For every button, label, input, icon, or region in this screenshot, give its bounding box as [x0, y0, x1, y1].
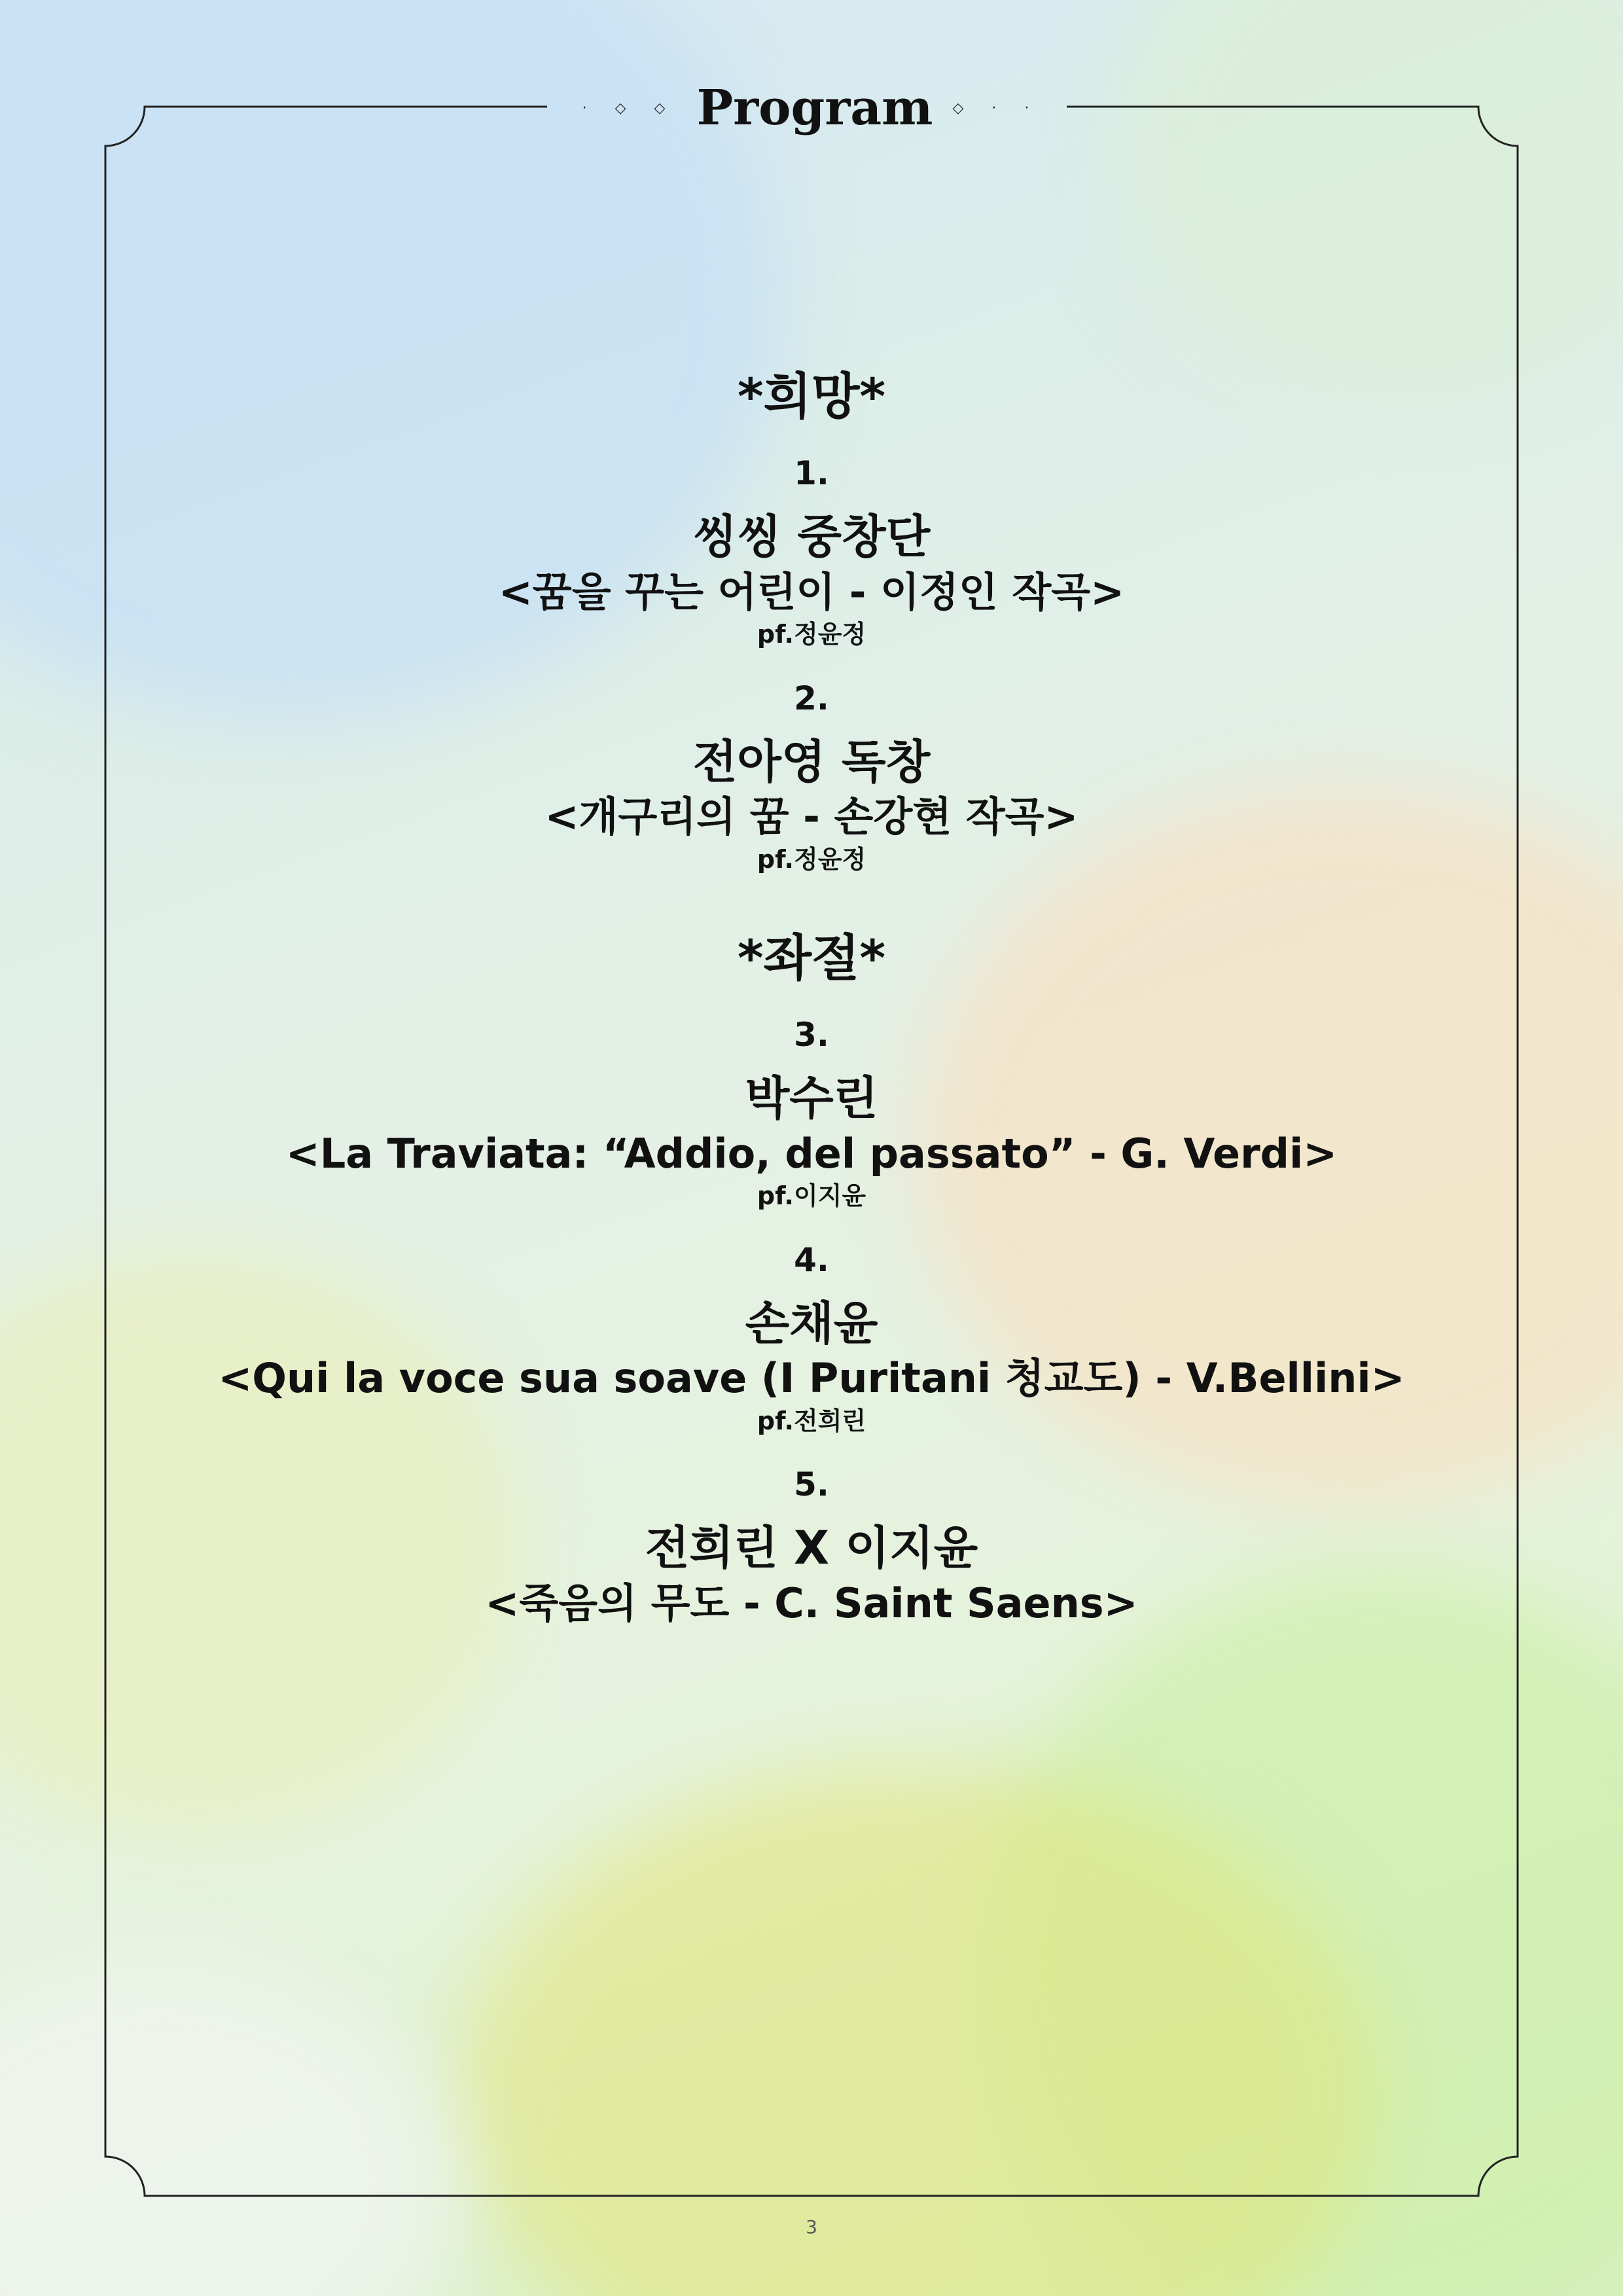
program-header — [543, 72, 1080, 144]
item-number: 3. — [794, 1016, 829, 1054]
header-dots-left: · ◇ ◇ — [582, 99, 677, 117]
item-performer: 전아영 독창 — [692, 734, 931, 789]
item-number: 2. — [794, 679, 829, 717]
item-work: <죽음의 무도 - C. Saint Saens> — [485, 1579, 1138, 1627]
page-title: Program — [696, 80, 933, 136]
program-list — [157, 367, 1466, 1630]
item-accompanist: pf.전희린 — [757, 1406, 866, 1435]
item-accompanist: pf.정윤정 — [757, 844, 866, 874]
item-accompanist: pf.이지윤 — [757, 1181, 866, 1211]
item-work: <La Traviata: “Addio, del passato” - G. Verdi> — [285, 1129, 1338, 1177]
item-number: 5. — [794, 1465, 829, 1504]
section-title-frustration: *좌절* — [737, 929, 886, 988]
item-number: 1. — [794, 454, 829, 493]
item-accompanist: pf.정윤정 — [757, 620, 866, 649]
item-number: 4. — [794, 1240, 829, 1279]
item-performer: 전희린 X 이지윤 — [645, 1521, 978, 1575]
item-performer: 씽씽 중창단 — [692, 510, 931, 564]
item-performer: 손채윤 — [745, 1296, 878, 1350]
item-work: <개구리의 꿈 - 손강현 작곡> — [544, 793, 1079, 841]
item-performer: 박수린 — [745, 1071, 878, 1126]
header-dots-right: ◇ · · — [952, 99, 1041, 117]
item-work: <Qui la voce sua soave (I Puritani 청교도) - V.Bellini> — [218, 1354, 1405, 1403]
section-title-hope: *희망* — [737, 367, 886, 425]
page-number: 3 — [806, 2216, 817, 2238]
item-work: <꿈을 꾸는 어린이 - 이정인 작곡> — [498, 567, 1125, 616]
